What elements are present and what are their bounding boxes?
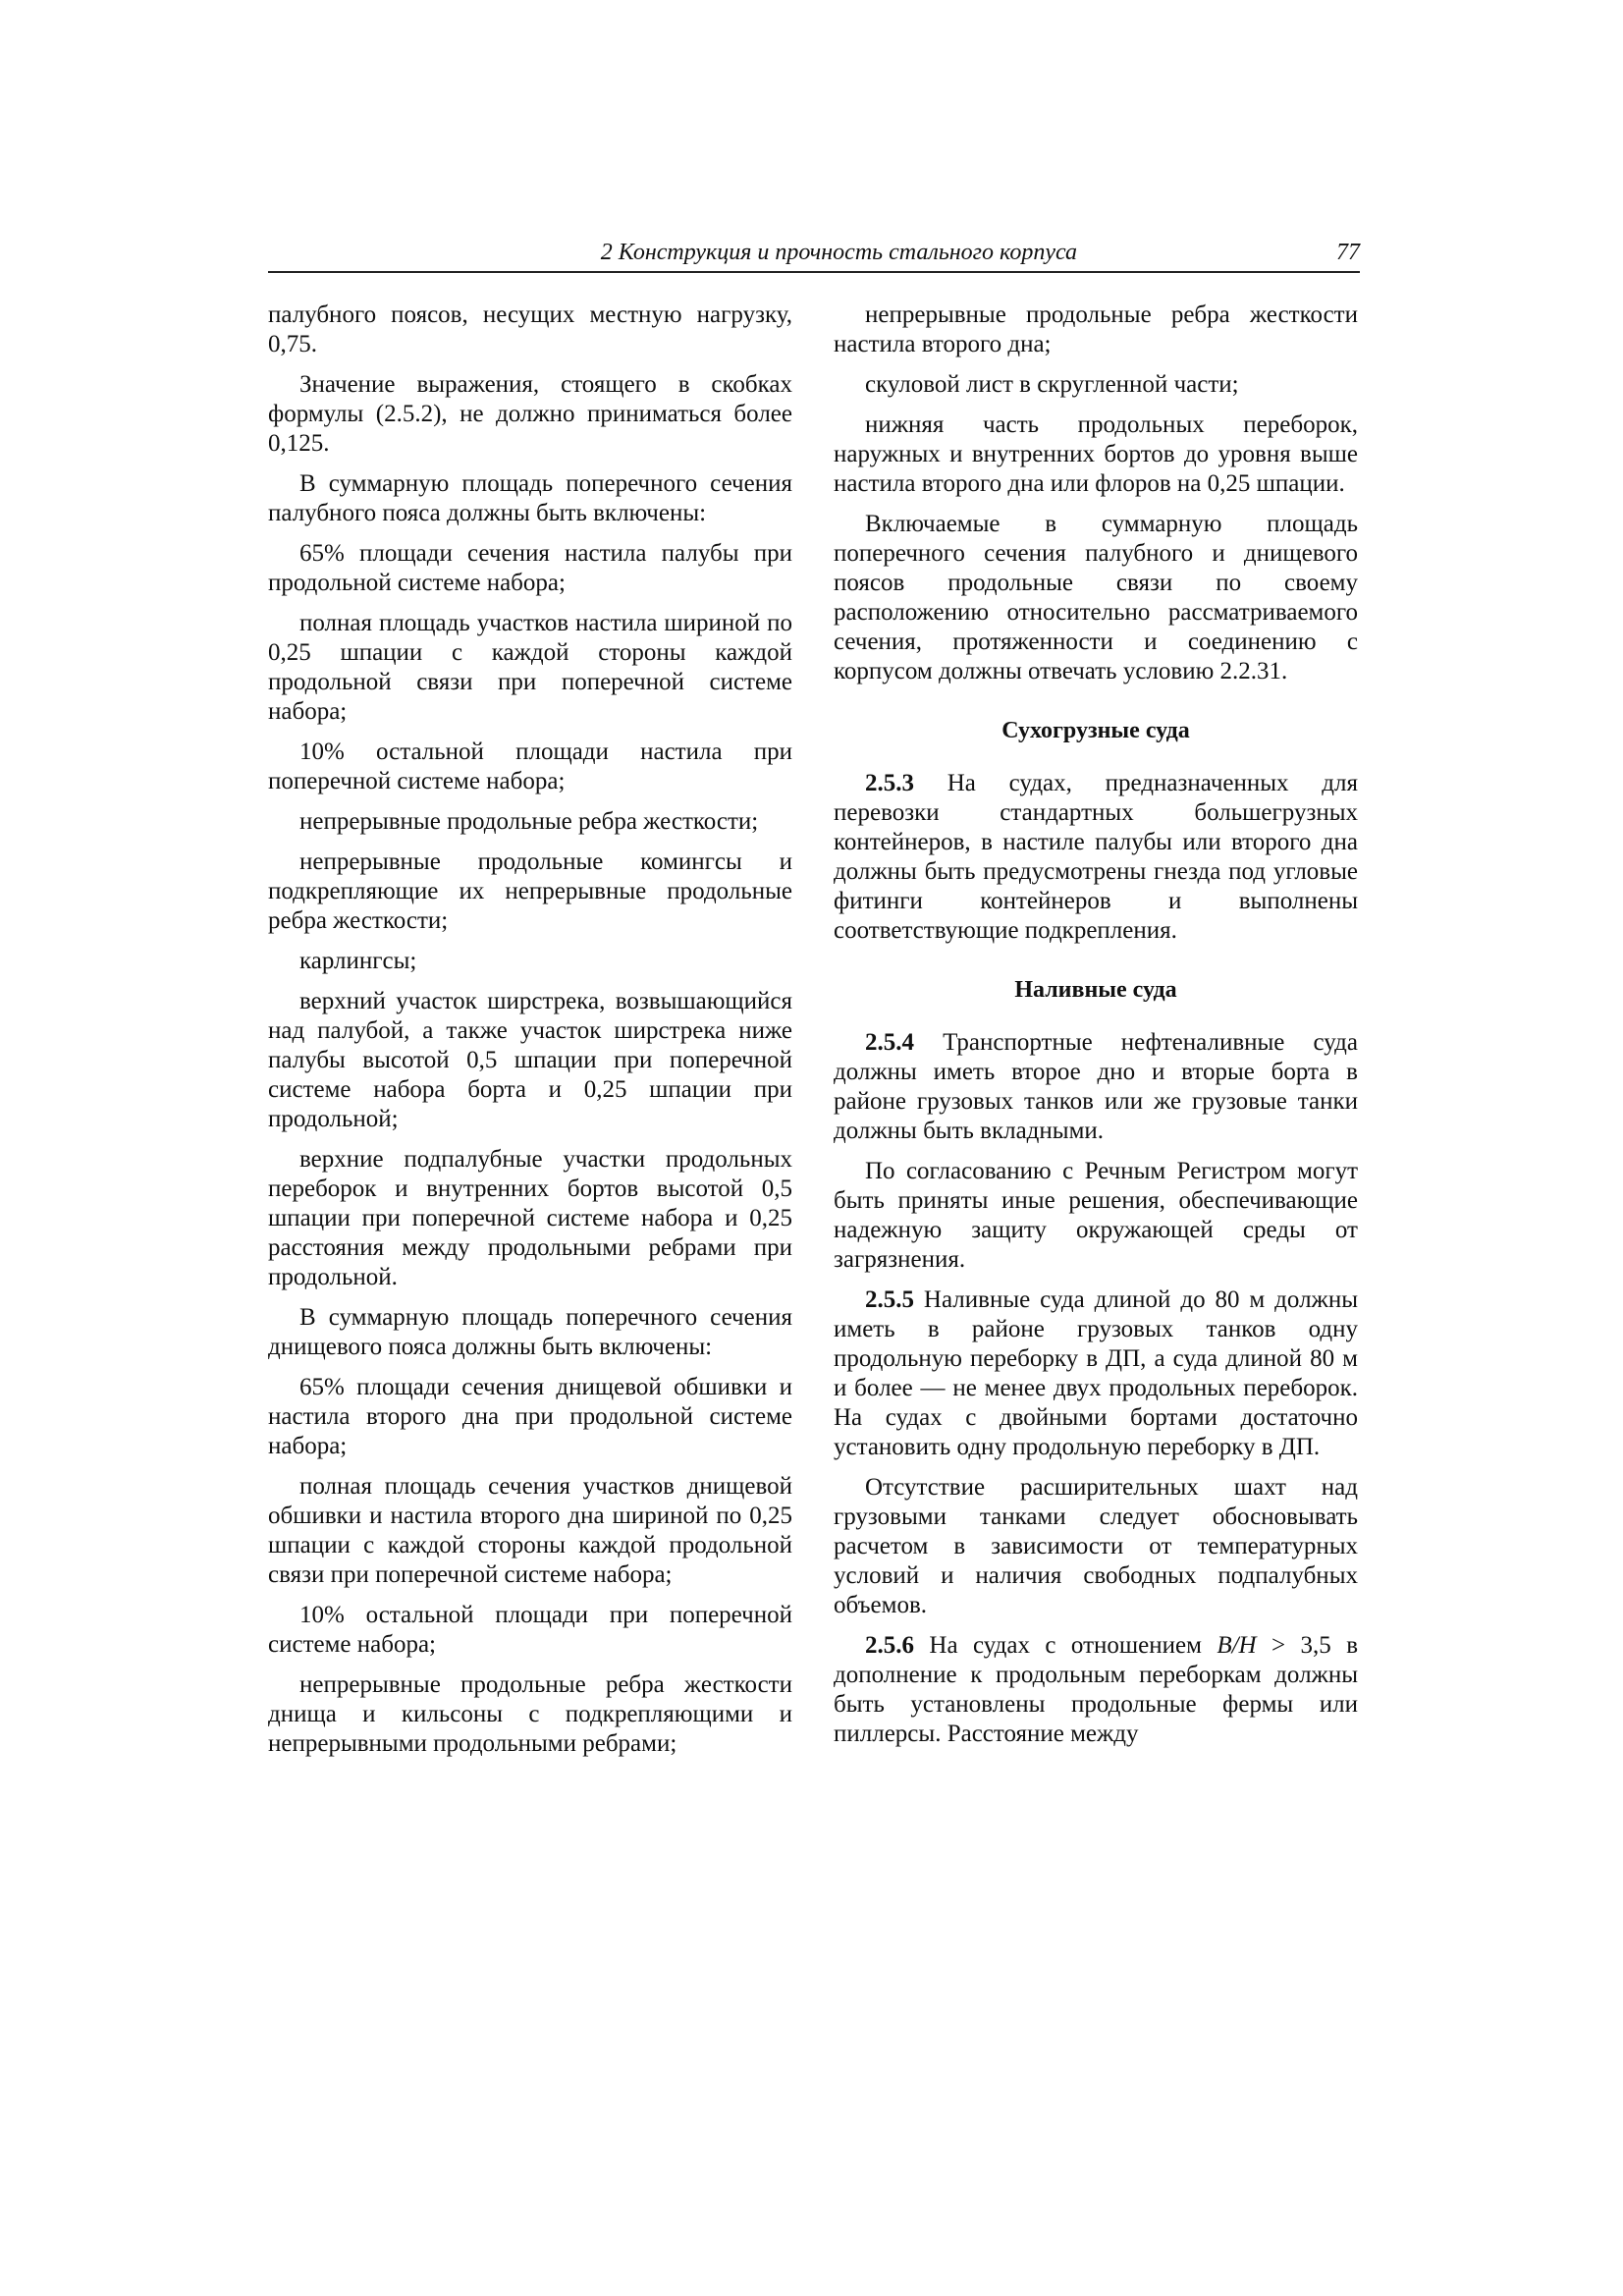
paragraph: непрерывные продольные ребра жесткости настила второго дна; bbox=[834, 301, 1358, 357]
clause-text: > 3,5 в дополнение к продольным переборкам должны быть установлены продольные фермы или пиллерсы. Расстояние между bbox=[834, 1632, 1359, 1747]
paragraph: нижняя часть продольных переборок, наружных и внутренних бортов до уровня выше настила второго дна или флоров на 0,25 шпации. bbox=[834, 411, 1358, 497]
right-column bbox=[834, 301, 1358, 1760]
paragraph: верхний участок ширстрека, возвышающийся над палубой, а также участок ширстрека ниже палубы высотой 0,5 шпации при поперечной системе набора борта и 0,25 шпации при продольной; bbox=[268, 988, 792, 1132]
paragraph: По согласованию с Речным Регистром могут быть приняты иные решения, обеспечивающие надежную защиту окружающей среды от загрязнения. bbox=[834, 1158, 1358, 1273]
clause-2-5-3 bbox=[834, 769, 1358, 946]
paragraph: 65% площади сечения днищевой обшивки и настила второго дна при продольной системе набора; bbox=[268, 1374, 792, 1459]
paragraph: верхние подпалубные участки продольных переборок и внутренних бортов высотой 0,5 шпации при поперечной системе набора и 0,25 расстояния между продольными ребрами при продольной. bbox=[268, 1146, 792, 1290]
clause-number: 2.5.5 bbox=[865, 1286, 914, 1313]
clause-number: 2.5.4 bbox=[865, 1029, 914, 1056]
paragraph: Включаемые в суммарную площадь поперечного сечения палубного и днищевого поясов продольные связи по своему расположению относительно рассматриваемого сечения, протяженности и соединению с корпусом должны отвечать условию 2.2.31. bbox=[834, 511, 1358, 684]
paragraph: карлингсы; bbox=[299, 948, 417, 974]
paragraph: палубного поясов, несущих местную нагрузку, 0,75. bbox=[268, 301, 792, 357]
clause-text: На судах, предназначенных для перевозки стандартных большегрузных контейнеров, в настиле палубы или второго дна должны быть предусмотрены гнезда под угловые фитинги контейнеров и выполнены соответствующие подкрепления. bbox=[834, 770, 1358, 944]
clause-number: 2.5.3 bbox=[865, 770, 914, 796]
paragraph: непрерывные продольные ребра жесткости; bbox=[299, 808, 759, 835]
clause-text: Транспортные нефтеналивные суда должны иметь второе дно и вторые борта в районе грузовых танков или же грузовые танки должны быть вкладными. bbox=[834, 1029, 1358, 1144]
paragraph: В суммарную площадь поперечного сечения днищевого пояса должны быть включены: bbox=[268, 1304, 792, 1360]
paragraph: полная площадь участков настила шириной по 0,25 шпации с каждой стороны каждой продольной связи при поперечной системе набора; bbox=[268, 610, 792, 725]
paragraph: 10% остальной площади при поперечной системе набора; bbox=[268, 1602, 792, 1658]
paragraph: полная площадь сечения участков днищевой обшивки и настила второго дна шириной по 0,25 шпации с каждой стороны каждой продольной связи при поперечной системе набора; bbox=[268, 1473, 792, 1588]
paragraph: 10% остальной площади настила при поперечной системе набора; bbox=[268, 738, 792, 794]
clause-number: 2.5.6 bbox=[865, 1632, 914, 1659]
clause-2-5-5 bbox=[834, 1285, 1358, 1462]
left-column bbox=[268, 301, 792, 1770]
paragraph: скуловой лист в скругленной части; bbox=[865, 371, 1239, 398]
paragraph: 65% площади сечения настила палубы при продольной системе набора; bbox=[268, 540, 792, 596]
section-heading-dry-cargo: Сухогрузные суда bbox=[1001, 718, 1190, 743]
clause-2-5-4 bbox=[834, 1028, 1358, 1146]
clause-2-5-6 bbox=[834, 1631, 1358, 1749]
paragraph: Отсутствие расширительных шахт над грузовыми танками следует обосновывать расчетом в зависимости от температурных условий и наличия свободных подпалубных объемов. bbox=[834, 1474, 1358, 1618]
paragraph: непрерывные продольные ребра жесткости днища и кильсоны с подкрепляющими и непрерывными продольными ребрами; bbox=[268, 1671, 792, 1757]
running-header bbox=[268, 236, 1360, 273]
paragraph: Значение выражения, стоящего в скобках формулы (2.5.2), не должно приниматься более 0,125. bbox=[268, 371, 792, 457]
page-number: 77 bbox=[1336, 240, 1360, 265]
clause-text: Наливные суда длиной до 80 м должны иметь в районе грузовых танков одну продольную переборку в ДП, а суда длиной 80 м и более — не менее двух продольных переборок. На судах с двойными бортами достаточно установить одну продольную переборку в ДП. bbox=[834, 1286, 1358, 1460]
paragraph: В суммарную площадь поперечного сечения палубного пояса должны быть включены: bbox=[268, 470, 792, 526]
formula: B/H bbox=[1217, 1632, 1257, 1659]
chapter-title: 2 Конструкция и прочность стального корпуса bbox=[600, 240, 1077, 265]
clause-text: На судах с отношением bbox=[914, 1632, 1217, 1659]
paragraph: непрерывные продольные комингсы и подкрепляющие их непрерывные продольные ребра жесткости; bbox=[268, 848, 792, 934]
section-heading-tankers: Наливные суда bbox=[1014, 977, 1177, 1003]
